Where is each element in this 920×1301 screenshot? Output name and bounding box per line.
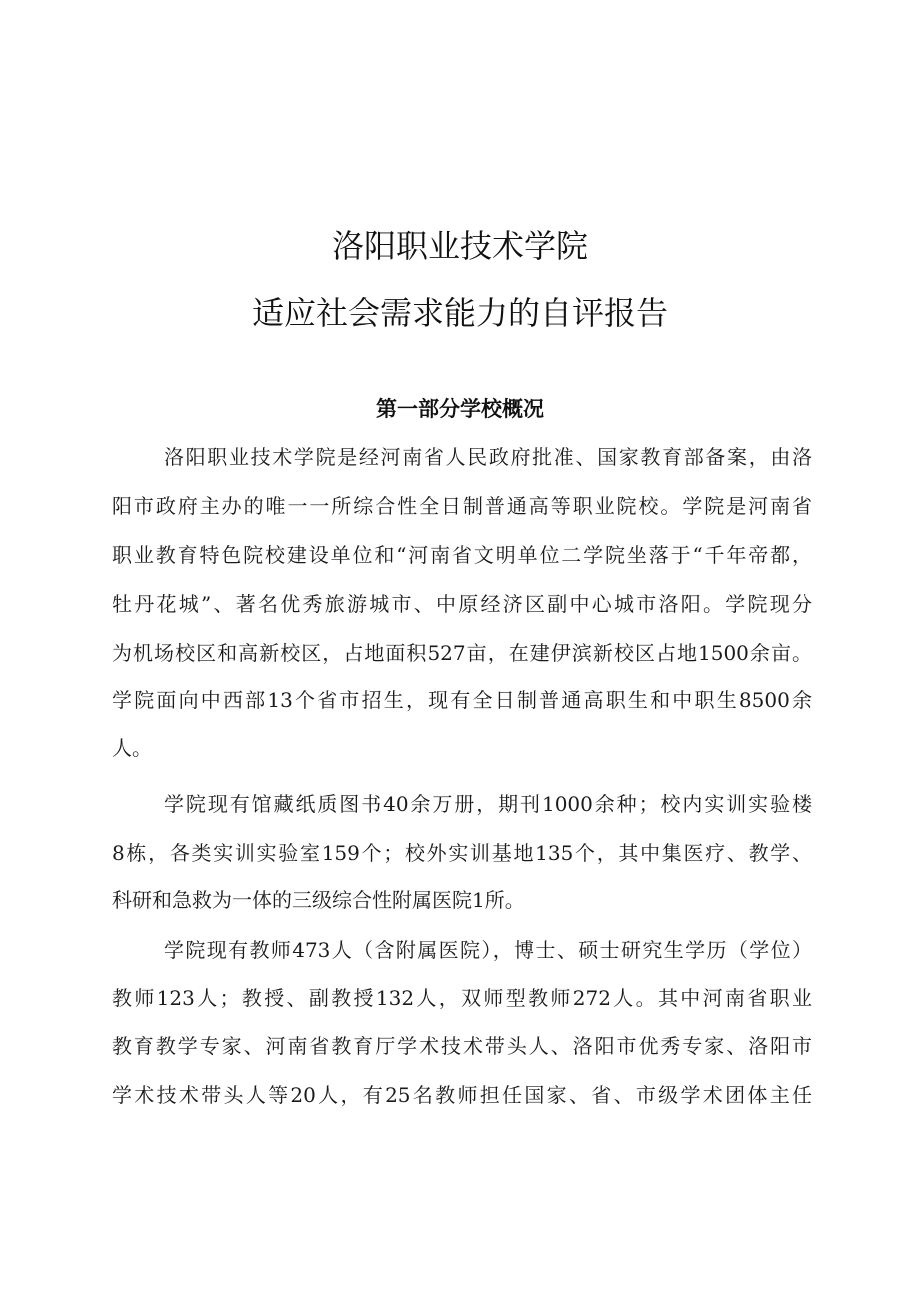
- paragraph-1-line-5: 为机场校区和高新校区，占地面积527亩，在建伊滨新校区占地1500余亩。: [112, 641, 812, 665]
- paragraph-3-line-4: 学术技术带头人等20人，有25名教师担任国家、省、市级学术团体主任: [112, 1083, 812, 1107]
- paragraph-2-line-1: 学院现有馆藏纸质图书40余万册，期刊1000余种；校内实训实验楼: [164, 792, 812, 816]
- document-title-line-1: 洛阳职业技术学院: [331, 227, 588, 265]
- paragraph-3-line-2: 教师123人；教授、副教授132人，双师型教师272人。其中河南省职业: [112, 986, 812, 1010]
- paragraph-1-line-7: 人。: [112, 736, 152, 760]
- paragraph-3-line-1: 学院现有教师473人（含附属医院），博士、硕士研究生学历（学位）: [164, 938, 812, 962]
- paragraph-1-line-4: 牡丹花城”、著名优秀旅游城市、中原经济区副中心城市洛阳。学院现分: [112, 592, 812, 616]
- section-heading: 第一部分学校概况: [376, 397, 544, 421]
- paragraph-1-line-1: 洛阳职业技术学院是经河南省人民政府批准、国家教育部备案，由洛: [164, 445, 812, 469]
- paragraph-1-line-6: 学院面向中西部13个省市招生，现有全日制普通高职生和中职生8500余: [112, 688, 812, 712]
- document-title-line-2: 适应社会需求能力的自评报告: [251, 294, 668, 332]
- paragraph-1-line-3: 职业教育特色院校建设单位和“河南省文明单位二学院坐落于“千年帝都，: [112, 543, 812, 567]
- paragraph-2-line-3: 科研和急救为一体的三级综合性附属医院1所。: [112, 888, 525, 912]
- paragraph-1-line-2: 阳市政府主办的唯一一所综合性全日制普通高等职业院校。学院是河南省: [112, 494, 812, 518]
- paragraph-3-line-3: 教育教学专家、河南省教育厅学术技术带头人、洛阳市优秀专家、洛阳市: [112, 1034, 812, 1058]
- paragraph-2-line-2: 8栋，各类实训实验室159个；校外实训基地135个，其中集医疗、教学、: [112, 841, 812, 865]
